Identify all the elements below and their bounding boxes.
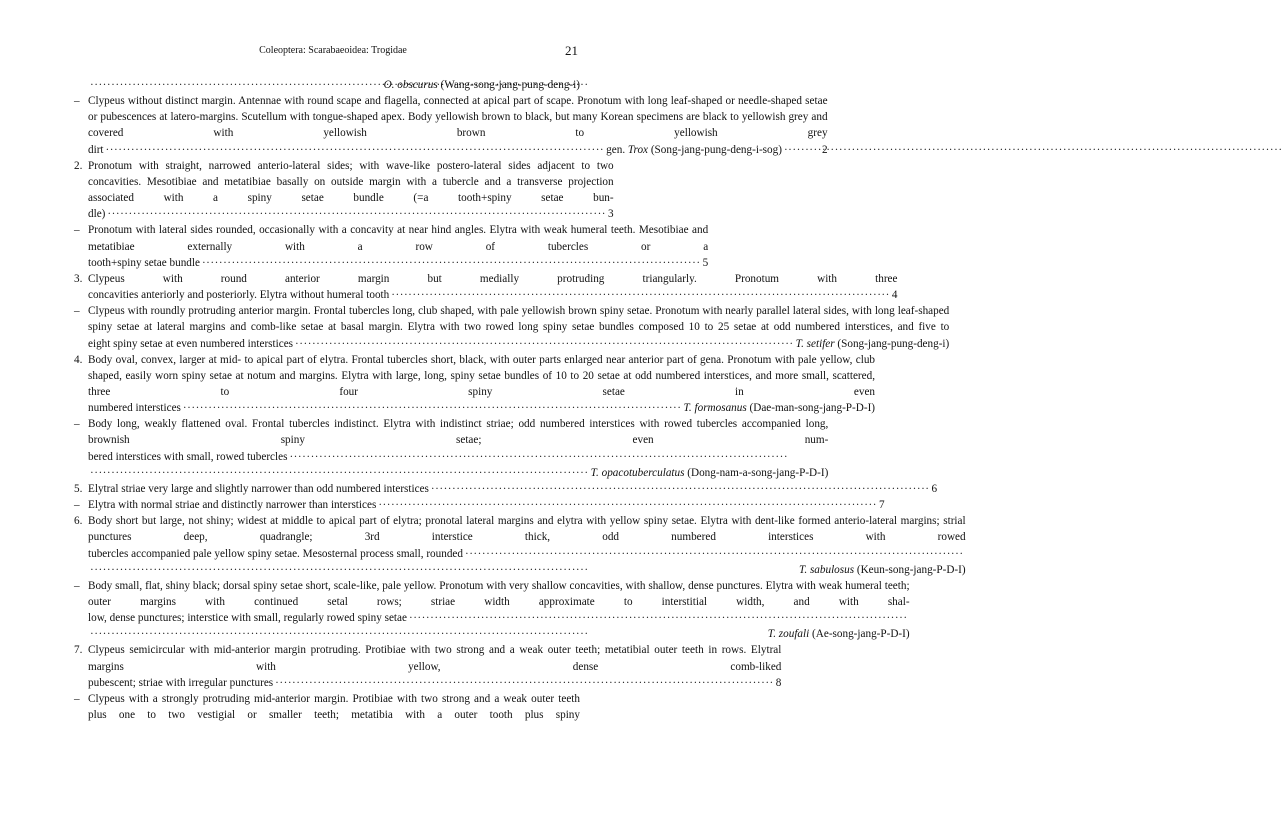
korean-name: (Dae-man-song-jang-P-D-I)	[749, 402, 876, 415]
rank-label: gen.	[606, 143, 626, 156]
taxon-name: T. sabulosus	[798, 563, 855, 576]
couplet-text: Clypeus semicircular with mid-anterior margin protruding. Protibiae with two strong and a weak outer teeth; metatibial outer teeth in rows. Elytral margins with yellow, dense comb-liked	[88, 644, 782, 673]
key-couplet	[74, 158, 614, 223]
leader-dots	[107, 206, 606, 222]
couplet-number: 2.	[74, 159, 83, 172]
couplet-number: –	[74, 579, 80, 592]
key-leader	[88, 336, 949, 352]
leader-text: low, dense punctures; interstice with small, regularly rowed spiny setae	[88, 612, 407, 625]
couplet-number: –	[74, 95, 80, 108]
identification-key	[74, 77, 966, 723]
go-to-couplet: 6	[931, 482, 938, 495]
taxon-name: T. setifer	[795, 337, 835, 350]
key-result	[796, 336, 950, 352]
leader-dots	[409, 610, 908, 626]
running-title: Coleoptera: Scarabaeoidea: Trogidae	[259, 45, 407, 56]
couplet-text: Body small, flat, shiny black; dorsal spiny setae short, scale-like, pale yellow. Pronotum with very shallow concavities, with shallow, dense punctures. Elytra with weak humeral teeth; outer margins with continued setal rows; striae width approximate to interstitial width, and with shal-	[88, 579, 910, 608]
leader-dots	[90, 77, 382, 93]
taxon-name: T. zoufali	[767, 628, 810, 641]
page-number: 21	[565, 43, 578, 58]
key-leader	[88, 255, 708, 271]
leader-text: dle)	[88, 208, 106, 221]
leader-text: dirt	[88, 143, 104, 156]
couplet-text: Clypeus without distinct margin. Antennae with round scape and flagella, connected at apical part of scape. Pronotum with long leaf-shaped or needle-shaped setae or pubescences at latero-margins. Scutellum with tongue-shaped apex. Body yellowish brown to black, but many Korean specimens are black to yellowish grey and covered with yellowish brown to yellowish grey	[88, 95, 828, 140]
couplet-number: 5.	[74, 482, 83, 495]
leader-dots	[784, 142, 820, 158]
leader-text: tubercles accompanied pale yellow spiny setae. Mesosternal process small, rounded	[88, 547, 463, 560]
go-to-couplet: 7	[878, 499, 885, 512]
key-leader	[88, 481, 937, 497]
couplet-text: Clypeus with roundly protruding anterior margin. Frontal tubercles long, club shaped, with pale yellowish brown spiny setae. Pronotum with nearly parallel lateral sides, with long leaf-shaped spiny setae at lateral margins and comb-like setae at basal margin. Elytra with two rowed long spiny setae bundles composed 10 to 25 setae at odd numbered interstices, and five to	[88, 305, 950, 334]
leader-dots	[275, 675, 774, 691]
couplet-number: 7.	[74, 644, 83, 657]
key-couplet	[74, 691, 580, 723]
key-couplet	[74, 513, 966, 578]
leader-dots	[289, 449, 826, 465]
key-couplet	[74, 481, 938, 497]
couplet-text: Body long, weakly flattened oval. Frontal tubercles indistinct. Elytra with indistinct striae; odd numbered interstices with rowed tubercles accompanied long, brownish spiny setae; even num-	[88, 418, 829, 447]
key-couplet	[74, 271, 898, 303]
korean-name: (Keun-song-jang-P-D-I)	[856, 563, 966, 576]
korean-name: (Song-jang-pung-deng-i-sog)	[650, 143, 782, 156]
leader-text: concavities anteriorly and posteriorly. Elytra without humeral tooth	[88, 289, 390, 302]
taxon-name: Trox	[627, 143, 649, 156]
go-to-couplet: 3	[608, 208, 614, 221]
key-leader	[88, 626, 910, 642]
couplet-number: –	[74, 692, 80, 705]
couplet-text: Clypeus with a strongly protruding mid-anterior margin. Protibiae with two strong and a weak outer teeth plus one to two vestigial or smaller teeth; metatibia with a outer tooth plus spiny	[88, 692, 580, 722]
go-to-couplet: 5	[702, 256, 709, 269]
key-couplet	[74, 222, 709, 270]
leader-dots	[465, 546, 964, 562]
leader-text: eight spiny setae at even numbered interstices	[88, 337, 294, 350]
key-result	[684, 400, 876, 416]
key-couplet	[74, 416, 829, 481]
key-leader	[88, 497, 885, 513]
key-leader	[88, 465, 828, 481]
key-leader	[88, 206, 614, 222]
leader-text: Elytral striae very large and slightly narrower than odd numbered interstices	[88, 482, 429, 495]
go-to-couplet: 4	[891, 289, 898, 302]
key-couplet	[74, 578, 910, 643]
korean-name: (Wang-song-jang-pung-deng-i)	[440, 79, 580, 91]
leader-dots	[90, 465, 589, 481]
key-result	[768, 626, 910, 642]
couplet-number: 3.	[74, 272, 83, 285]
leader-dots	[391, 287, 890, 303]
couplet-text: Body short but large, not shiny; widest at middle to apical part of elytra; pronotal lateral margins and elytra with yellow spiny setae. Elytra with dent-like formed anterio-lateral margins; strial punctures deep, quadrangle; 3rd interstice thick, odd numbered interstices with rowed	[88, 515, 966, 544]
leader-dots	[90, 562, 797, 578]
couplet-text: Pronotum with straight, narrowed anterio-lateral sides; with wave-like postero-lateral sides adjacent to two concavities. Mesotibiae and metatibiae basally on outside margin with a tubercle and a transverse projection associated with a spiny setae bundle (=a tooth+spiny setae bun-	[88, 159, 614, 205]
go-to-couplet: 8	[775, 676, 782, 689]
korean-name: (Song-jang-pung-deng-i)	[837, 337, 950, 350]
key-couplet	[74, 303, 950, 351]
korean-name: (Dong-nam-a-song-jang-P-D-I)	[687, 466, 829, 479]
leader-text: tooth+spiny setae bundle	[88, 256, 200, 269]
key-leader	[88, 449, 828, 465]
key-leader	[88, 142, 828, 158]
key-result	[591, 465, 829, 481]
key-result	[799, 562, 966, 578]
go-to-couplet: 2	[821, 143, 828, 156]
key-leader	[88, 77, 580, 93]
key-leader	[88, 562, 966, 578]
couplet-text: Clypeus with round anterior margin but medially protruding triangularly. Pronotum with three	[88, 272, 898, 285]
couplet-number: –	[74, 224, 80, 237]
taxon-name: O. obscurus	[383, 79, 438, 91]
leader-dots	[202, 255, 701, 271]
key-leader	[88, 400, 875, 416]
couplet-number: –	[74, 418, 80, 431]
taxon-name: T. opacotuberculatus	[590, 466, 685, 479]
leader-dots	[295, 336, 794, 352]
running-header	[88, 45, 578, 61]
leader-dots	[106, 142, 605, 158]
leader-dots	[431, 481, 930, 497]
key-leader	[88, 675, 781, 691]
korean-name: (Ae-song-jang-P-D-I)	[812, 628, 910, 641]
key-result	[606, 142, 782, 158]
leader-dots	[183, 400, 682, 416]
couplet-text: Pronotum with lateral sides rounded, occasionally with a concavity at near hind angles. Elytra with weak humeral teeth. Mesotibiae and metatibiae externally with a row of tubercles or a	[88, 224, 709, 253]
key-couplet	[74, 497, 885, 513]
key-couplet	[74, 93, 828, 158]
couplet-number: 4.	[74, 353, 83, 366]
key-couplet	[74, 352, 876, 417]
key-leader	[88, 287, 897, 303]
couplet-number: –	[74, 305, 80, 318]
key-leader	[88, 546, 966, 562]
leader-text: pubescent; striae with irregular punctures	[88, 676, 274, 689]
leader-text: bered interstices with small, rowed tubercles	[88, 450, 288, 463]
couplet-number: 6.	[74, 515, 83, 528]
key-couplet	[74, 642, 782, 690]
leader-dots	[90, 626, 766, 642]
couplet-number: –	[74, 499, 80, 512]
leader-text: Elytra with normal striae and distinctly narrower than interstices	[88, 499, 377, 512]
leader-dots	[378, 497, 877, 513]
key-result	[384, 77, 580, 93]
leader-text: numbered interstices	[88, 402, 181, 415]
couplet-text: Body oval, convex, larger at mid- to apical part of elytra. Frontal tubercles short, black, with outer parts enlarged near anterior part of gena. Pronotum with pale yellow, club shaped, easily worn spiny setae at notum and margins. Elytra with large, long, spiny setae bundles of 10 to 20 setae at odd numbered interstices, and more small, scattered, three to four spiny setae in even	[88, 353, 876, 398]
key-leader	[88, 610, 910, 626]
taxon-name: T. formosanus	[683, 402, 747, 415]
